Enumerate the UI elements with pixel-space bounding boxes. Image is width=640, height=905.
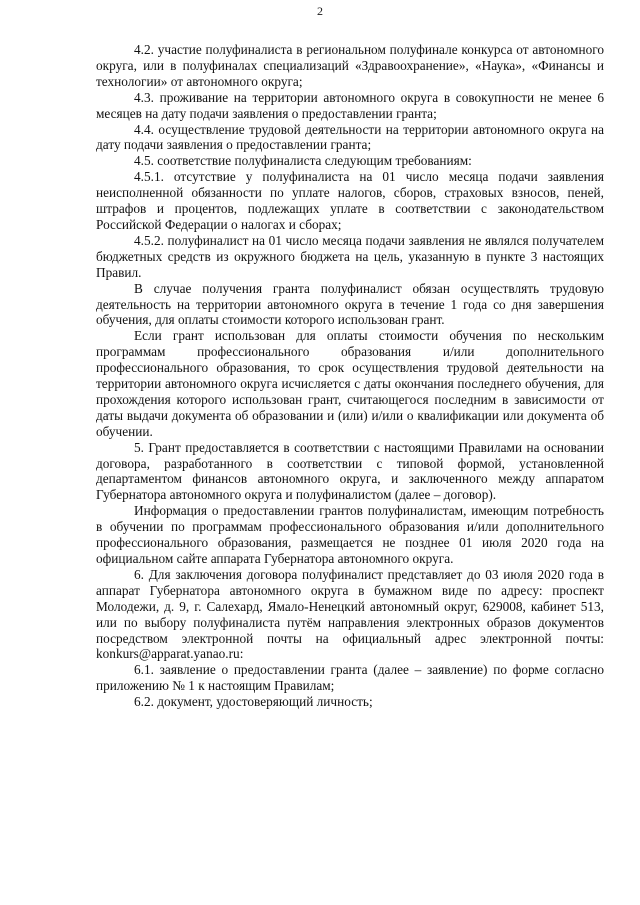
paragraph-employment-obligation: В случае получения гранта полуфиналист обязан осуществлять трудовую деятельность на территории автономного округа в течение 1 года со дня завершения обучения, для оплаты стоимости которого использован грант.: [96, 280, 604, 328]
paragraph-4-5: 4.5. соответствие полуфиналиста следующим требованиям:: [134, 153, 472, 169]
paragraph-4-4: 4.4. осуществление трудовой деятельности на территории автономного округа на дату подачи заявления о предоставлении гранта;: [96, 121, 604, 153]
paragraph-4-3: 4.3. проживание на территории автономного округа в совокупности не менее 6 месяцев на дату подачи заявления о предоставлении гранта;: [96, 89, 604, 121]
paragraph-4-2: 4.2. участие полуфиналиста в региональном полуфинале конкурса от автономного округа, или в полуфиналах специализаций «Здравоохранение», «Наука», «Финансы и технологии» от автономного округа;: [96, 42, 604, 89]
paragraph-6-1: 6.1. заявление о предоставлении гранта (далее – заявление) по форме согласно приложению № 1 к настоящим Правилам;: [96, 662, 604, 694]
paragraph-6: 6. Для заключения договора полуфиналист представляет до 03 июля 2020 года в аппарат Губернатора автономного округа в бумажном виде по адресу: проспект Молодежи, д. 9, г. Салехард, Ямало-Ненецкий автономный округ, 629008, кабинет 513, или по выбору полуфиналиста путём направления электронных образов документов посредством электронной почты на официальный адрес электронной почты: konkurs@apparat.yanao.ru:: [96, 566, 604, 662]
paragraph-4-5-1: 4.5.1. отсутствие у полуфиналиста на 01 число месяца подачи заявления неисполненной обязанности по уплате налогов, сборов, страховых взносов, пеней, штрафов и процентов, подлежащих уплате в соответствии с законодательством Российской Федерации о налогах и сборах;: [96, 169, 604, 232]
paragraph-grant-information: Информация о предоставлении грантов полуфиналистам, имеющим потребность в обучении по программам профессионального образования и/или дополнительного профессионального образования, размещается не позднее 01 июля 2020 года на официальном сайте аппарата Губернатора автономного округа.: [96, 503, 604, 566]
paragraph-6-2: 6.2. документ, удостоверяющий личность;: [134, 694, 373, 710]
paragraph-multiple-programs: Если грант использован для оплаты стоимости обучения по нескольким программам профессионального образования и/или дополнительного профессионального образования, то срок осуществления трудовой деятельности на территории автономного округа исчисляется с даты окончания последнего обучения, для прохождения которого использован грант, считающегося последним в зависимости от даты выдачи документа об образовании и (или) и/или о квалификации или документа об обучении.: [96, 328, 604, 439]
page-number: 2: [317, 4, 323, 18]
document-body: [96, 42, 604, 710]
paragraph-5: 5. Грант предоставляется в соответствии с настоящими Правилами на основании договора, разработанного в соответствии с типовой формой, установленной департаментом финансов автономного округа, и заключенного между аппаратом Губернатора автономного округа и полуфиналистом (далее – договор).: [96, 439, 604, 503]
paragraph-4-5-2: 4.5.2. полуфиналист на 01 число месяца подачи заявления не являлся получателем бюджетных средств из окружного бюджета на цель, указанную в пункте 3 настоящих Правил.: [96, 232, 604, 280]
